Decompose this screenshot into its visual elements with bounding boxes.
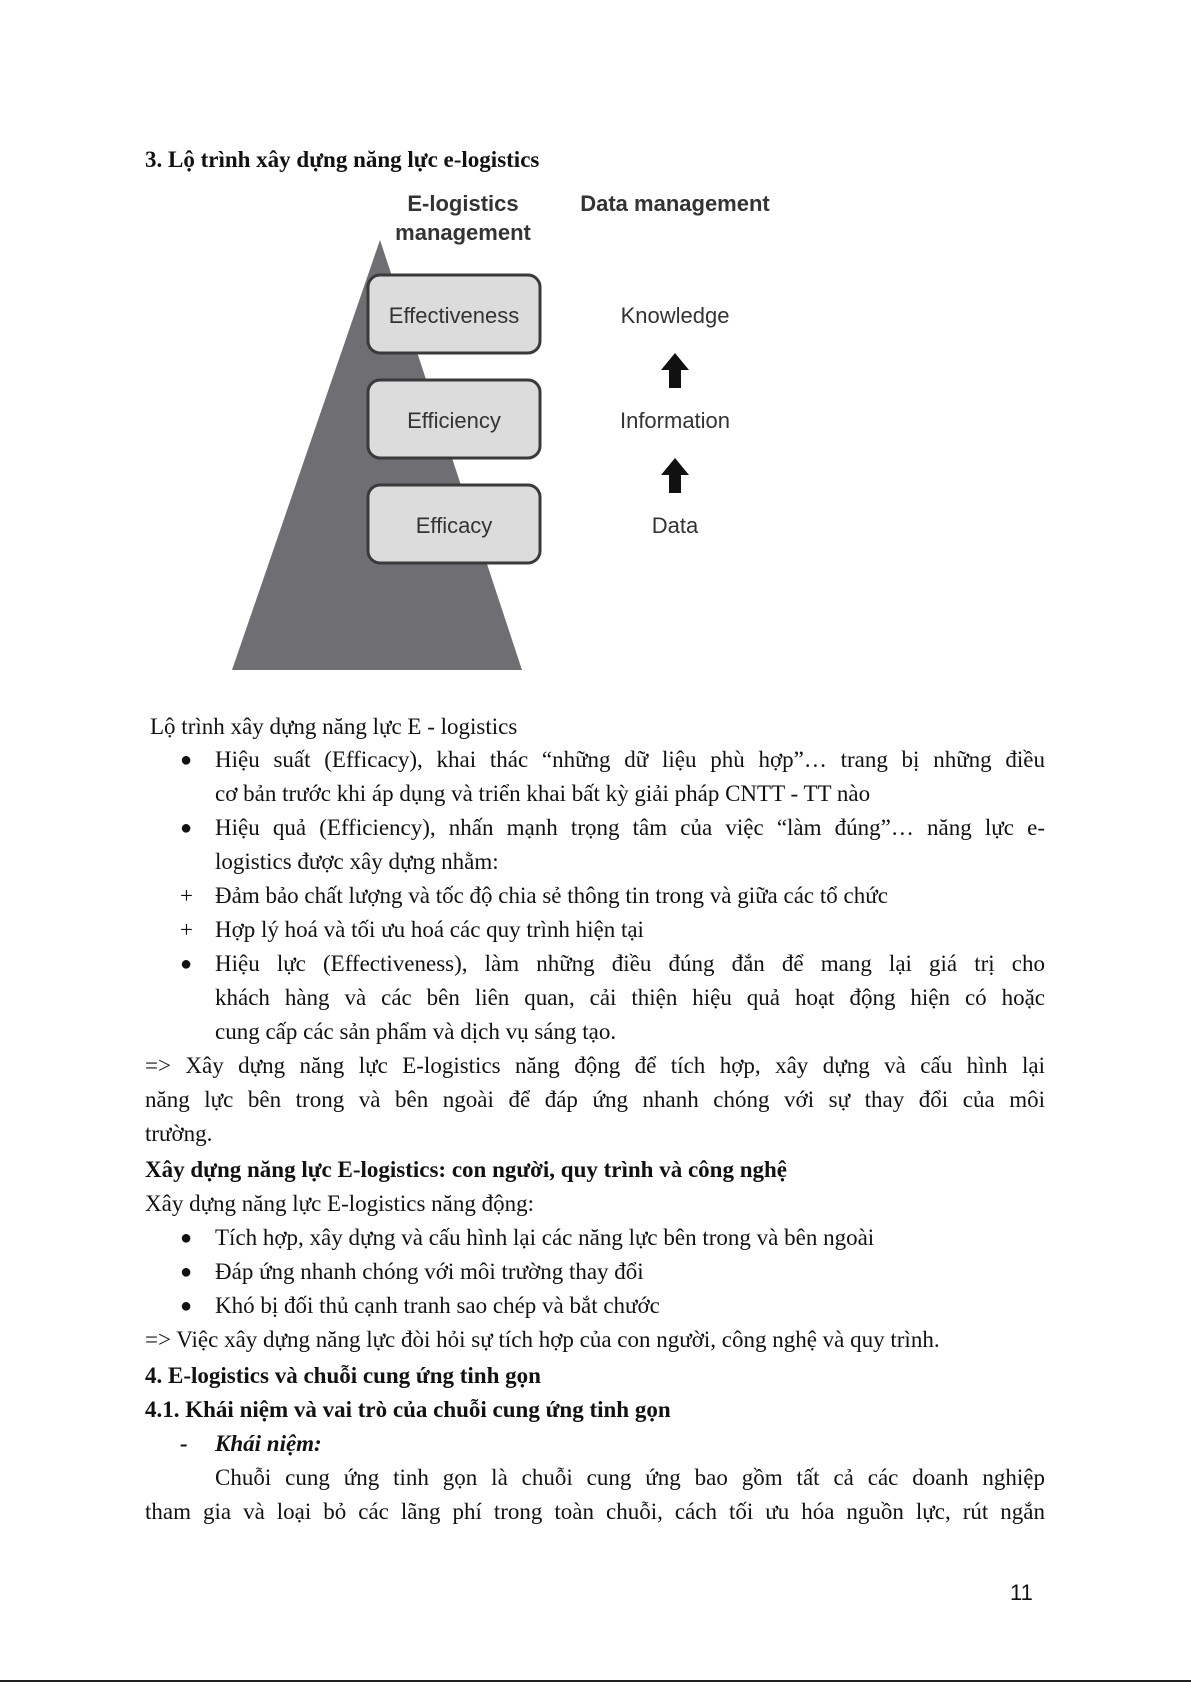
efficiency-item-line2: logistics được xây dựng nhằm: xyxy=(215,849,499,874)
figure-header-right: Data management xyxy=(580,195,770,216)
conclusion-1-line1: => Xây dựng năng lực E-logistics năng động để tích hợp, xây dựng và cấu hình lại xyxy=(145,1053,1045,1078)
lean-definition-line1: Chuỗi cung ứng tinh gọn là chuỗi cung ứng bao gồm tất cả các doanh nghiệp xyxy=(215,1465,1045,1490)
up-arrow-icon xyxy=(661,458,689,493)
up-arrow-icon xyxy=(661,353,689,388)
people-process-tech-heading: Xây dựng năng lực E-logistics: con người, quy trình và công nghệ xyxy=(145,1157,788,1182)
list-item: Khó bị đối thủ cạnh tranh sao chép và bắt chước xyxy=(215,1293,660,1318)
efficacy-item-line2: cơ bản trước khi áp dụng và triển khai bất kỳ giải pháp CNTT - TT nào xyxy=(215,781,871,806)
conclusion-1-line3: trường. xyxy=(145,1121,213,1146)
bullet-icon: ● xyxy=(180,1261,193,1283)
lean-definition-line2: tham gia và loại bỏ các lãng phí trong toàn chuỗi, cách tối ưu hóa nguồn lực, rút ngắn xyxy=(145,1499,1045,1524)
concept-label: Khái niệm: xyxy=(215,1431,322,1456)
effectiveness-item-line2: khách hàng và các bên liên quan, cải thiện hiệu quả hoạt động hiện có hoặc xyxy=(215,985,1045,1010)
dynamic-capability-intro: Xây dựng năng lực E-logistics năng động: xyxy=(145,1191,535,1216)
bullet-icon: ● xyxy=(180,953,193,975)
bullet-icon: ● xyxy=(180,1295,193,1317)
conclusion-2: => Việc xây dựng năng lực đòi hỏi sự tích hợp của con người, công nghệ và quy trình. xyxy=(145,1327,940,1352)
bottom-divider xyxy=(0,1680,1191,1682)
list-item: Tích hợp, xây dựng và cấu hình lại các năng lực bên trong và bên ngoài xyxy=(215,1225,875,1250)
figure-header-left-line2: management xyxy=(395,220,531,245)
list-item: Đáp ứng nhanh chóng với môi trường thay đổi xyxy=(215,1259,644,1284)
bullet-icon: ● xyxy=(180,1227,193,1249)
sub-item-optimize: Hợp lý hoá và tối ưu hoá các quy trình hiện tại xyxy=(215,917,644,942)
e-logistics-roadmap-figure xyxy=(220,195,870,675)
bullet-icon: ● xyxy=(180,817,193,839)
effectiveness-item-line1: Hiệu lực (Effectiveness), làm những điều đúng đắn để mang lại giá trị cho xyxy=(215,951,1045,976)
plus-marker: + xyxy=(180,883,193,908)
sub-item-sharing: Đảm bảo chất lượng và tốc độ chia sẻ thông tin trong và giữa các tổ chức xyxy=(215,883,888,908)
information-label: Information xyxy=(619,408,731,433)
data-label: Data xyxy=(651,513,699,538)
efficacy-label: Efficacy xyxy=(415,513,493,538)
effectiveness-item-line3: cung cấp các sản phẩm và dịch vụ sáng tạo. xyxy=(215,1019,617,1044)
figure-header-left-line1: E-logistics xyxy=(407,195,519,216)
knowledge-label: Knowledge xyxy=(620,303,730,328)
figure-caption: Lộ trình xây dựng năng lực E - logistics xyxy=(150,714,518,739)
efficiency-label: Efficiency xyxy=(407,408,501,433)
effectiveness-label: Effectiveness xyxy=(388,303,520,328)
efficacy-item-line1: Hiệu suất (Efficacy), khai thác “những dữ liệu phù hợp”… trang bị những điều xyxy=(215,747,1045,772)
plus-marker: + xyxy=(180,917,193,942)
section-3-heading: 3. Lộ trình xây dựng năng lực e-logistics xyxy=(145,147,540,172)
page-number: 11 xyxy=(1010,1580,1033,1605)
concept-dash: - xyxy=(180,1431,188,1456)
section-4-1-heading: 4.1. Khái niệm và vai trò của chuỗi cung ứng tinh gọn xyxy=(145,1397,671,1422)
conclusion-1-line2: năng lực bên trong và bên ngoài để đáp ứng nhanh chóng với sự thay đổi của môi xyxy=(145,1087,1045,1112)
bullet-icon: ● xyxy=(180,749,193,771)
section-4-heading: 4. E-logistics và chuỗi cung ứng tinh gọn xyxy=(145,1363,541,1388)
efficiency-item-line1: Hiệu quả (Efficiency), nhấn mạnh trọng tâm của việc “làm đúng”… năng lực e- xyxy=(215,815,1045,840)
